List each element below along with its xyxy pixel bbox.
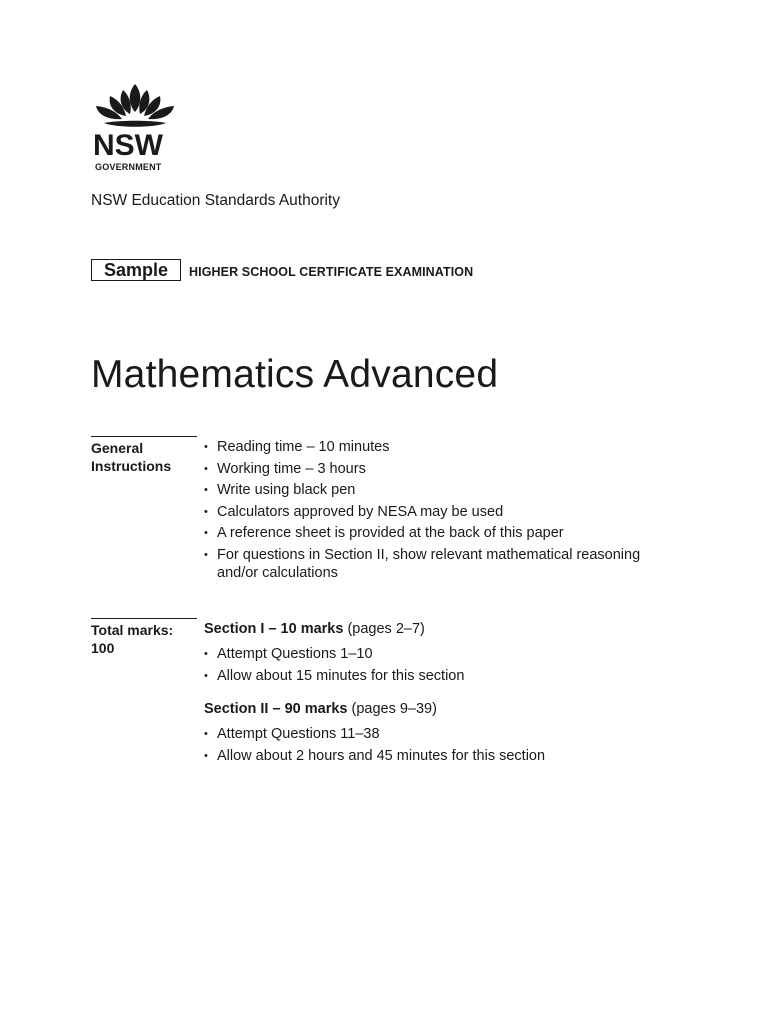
nsw-government-logo (90, 82, 180, 132)
list-item: • For questions in Section II, show relevant mathematical reasoning and/or calculations (204, 546, 684, 582)
logo-subtitle: GOVERNMENT (95, 162, 162, 172)
section2-pages: (pages 9–39) (351, 701, 437, 717)
list-item: • Working time – 3 hours (204, 460, 684, 478)
divider-rule (91, 436, 197, 437)
list-item: • Attempt Questions 1–10 (204, 645, 684, 663)
section1-title: Section I – 10 marks (204, 621, 344, 637)
exam-type: HIGHER SCHOOL CERTIFICATE EXAMINATION (189, 265, 474, 279)
section1-heading (204, 620, 425, 638)
list-item: • Allow about 15 minutes for this section (204, 667, 684, 685)
list-item: • Allow about 2 hours and 45 minutes for this section (204, 747, 684, 765)
total-label-line1: Total marks: (91, 622, 174, 638)
general-instructions-list (204, 438, 684, 586)
section1-pages: (pages 2–7) (347, 621, 425, 637)
general-instructions-label (91, 439, 171, 475)
section2-heading (204, 700, 437, 718)
general-label-line1: General (91, 440, 144, 456)
section1-list (204, 645, 684, 688)
sample-badge: Sample (91, 259, 181, 281)
total-label-line2: 100 (91, 640, 115, 656)
section2-title: Section II – 90 marks (204, 701, 348, 717)
general-label-line2: Instructions (91, 458, 172, 474)
divider-rule (91, 618, 197, 619)
list-item: • Reading time – 10 minutes (204, 438, 684, 456)
list-item: • Calculators approved by NESA may be used (204, 503, 684, 521)
list-item: • Attempt Questions 11–38 (204, 725, 684, 743)
page-title: Mathematics Advanced (91, 353, 499, 396)
waratah-icon (90, 82, 180, 132)
list-item: • A reference sheet is provided at the back of this paper (204, 524, 684, 542)
total-marks-label (91, 621, 173, 657)
section2-list (204, 725, 684, 768)
logo-wordmark: NSW (93, 129, 163, 162)
authority-name: NSW Education Standards Authority (91, 192, 340, 209)
list-item: • Write using black pen (204, 481, 684, 499)
